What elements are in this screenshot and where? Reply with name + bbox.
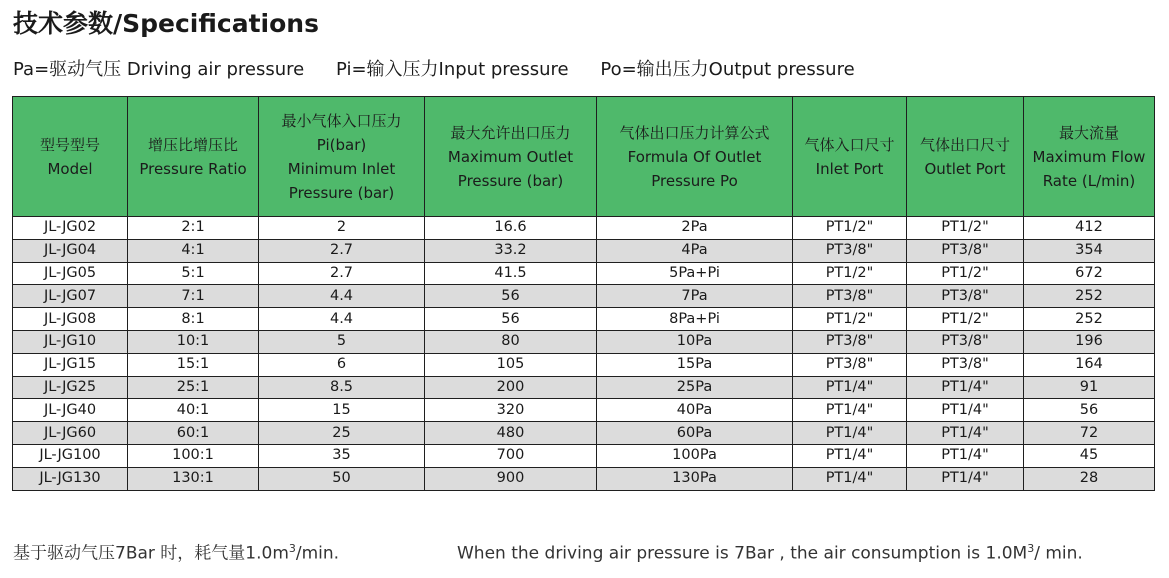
flow-rate-cell: 412 — [1024, 217, 1155, 240]
model-cell: JL-JG40 — [13, 399, 128, 422]
table-body — [13, 217, 1155, 491]
outlet-port-cell: PT1/4" — [907, 376, 1024, 399]
flow-rate-cell: 252 — [1024, 308, 1155, 331]
ratio-cell: 7:1 — [128, 285, 259, 308]
header-line: Model — [47, 159, 93, 178]
header-line: Maximum Outlet — [447, 147, 574, 166]
min-inlet-cell: 4.4 — [259, 308, 425, 331]
formula-cell: 2Pa — [597, 217, 793, 240]
header-line: 气体入口尺寸 — [804, 135, 895, 154]
inlet-port-cell: PT1/2" — [793, 262, 907, 285]
formula-cell: 4Pa — [597, 239, 793, 262]
min-inlet-cell: 50 — [259, 467, 425, 490]
max-outlet-cell: 56 — [425, 285, 597, 308]
formula-cell: 100Pa — [597, 444, 793, 467]
legend-pa: Pa=驱动气压 Driving air pressure — [13, 59, 305, 80]
flow-rate-cell: 45 — [1024, 444, 1155, 467]
ratio-cell: 10:1 — [128, 330, 259, 353]
inlet-port-cell: PT1/4" — [793, 467, 907, 490]
table-row — [13, 217, 1155, 240]
header-line: 最大允许出口压力 — [450, 123, 571, 142]
specifications-table — [12, 96, 1155, 491]
header-line: Pressure (bar) — [457, 171, 564, 190]
inlet-port-cell: PT1/4" — [793, 376, 907, 399]
model-cell: JL-JG07 — [13, 285, 128, 308]
footer-note-chinese — [13, 536, 339, 567]
min-inlet-cell: 5 — [259, 330, 425, 353]
outlet-port-cell: PT3/8" — [907, 239, 1024, 262]
legend-pi: Pi=输入压力Input pressure — [336, 59, 569, 80]
header-line: 型号型号 — [39, 135, 100, 154]
table-row — [13, 399, 1155, 422]
inlet-port-cell: PT3/8" — [793, 353, 907, 376]
model-cell: JL-JG100 — [13, 444, 128, 467]
max-outlet-cell: 480 — [425, 422, 597, 445]
min-inlet-cell: 6 — [259, 353, 425, 376]
inlet-port-cell: PT3/8" — [793, 330, 907, 353]
table-row — [13, 285, 1155, 308]
inlet-port-cell: PT3/8" — [793, 239, 907, 262]
header-line: 最小气体入口压力 — [281, 111, 402, 130]
header-model — [13, 97, 128, 217]
header-min-inlet-pressure — [259, 97, 425, 217]
formula-cell: 8Pa+Pi — [597, 308, 793, 331]
model-cell: JL-JG130 — [13, 467, 128, 490]
header-line: Formula Of Outlet — [627, 147, 762, 166]
table-row — [13, 422, 1155, 445]
header-line: Pressure Po — [651, 171, 738, 190]
header-line: Rate (L/min) — [1042, 171, 1136, 190]
header-line: 最大流量 — [1058, 123, 1119, 142]
outlet-port-cell: PT1/2" — [907, 308, 1024, 331]
outlet-port-cell: PT3/8" — [907, 353, 1024, 376]
flow-rate-cell: 56 — [1024, 399, 1155, 422]
model-cell: JL-JG08 — [13, 308, 128, 331]
ratio-cell: 130:1 — [128, 467, 259, 490]
footer-en-unit: / min. — [1034, 543, 1083, 564]
formula-cell: 40Pa — [597, 399, 793, 422]
flow-rate-cell: 28 — [1024, 467, 1155, 490]
min-inlet-cell: 2.7 — [259, 239, 425, 262]
flow-rate-cell: 196 — [1024, 330, 1155, 353]
max-outlet-cell: 33.2 — [425, 239, 597, 262]
footer-note-english — [457, 536, 1083, 567]
ratio-cell: 4:1 — [128, 239, 259, 262]
table-row — [13, 330, 1155, 353]
formula-cell: 130Pa — [597, 467, 793, 490]
flow-rate-cell: 91 — [1024, 376, 1155, 399]
ratio-cell: 5:1 — [128, 262, 259, 285]
header-max-outlet-pressure — [425, 97, 597, 217]
header-pressure-ratio — [128, 97, 259, 217]
ratio-cell: 60:1 — [128, 422, 259, 445]
max-outlet-cell: 80 — [425, 330, 597, 353]
footer-en-superscript: 3 — [1027, 542, 1035, 555]
header-line: Pi(bar) — [316, 135, 367, 154]
max-outlet-cell: 41.5 — [425, 262, 597, 285]
min-inlet-cell: 2.7 — [259, 262, 425, 285]
flow-rate-cell: 672 — [1024, 262, 1155, 285]
min-inlet-cell: 2 — [259, 217, 425, 240]
footer-cn-superscript: 3 — [288, 542, 296, 555]
formula-cell: 7Pa — [597, 285, 793, 308]
outlet-port-cell: PT1/4" — [907, 444, 1024, 467]
header-line: Inlet Port — [815, 159, 884, 178]
header-inlet-port — [793, 97, 907, 217]
table-row — [13, 353, 1155, 376]
formula-cell: 15Pa — [597, 353, 793, 376]
max-outlet-cell: 105 — [425, 353, 597, 376]
max-outlet-cell: 200 — [425, 376, 597, 399]
ratio-cell: 40:1 — [128, 399, 259, 422]
inlet-port-cell: PT1/4" — [793, 422, 907, 445]
header-max-flow-rate — [1024, 97, 1155, 217]
ratio-cell: 8:1 — [128, 308, 259, 331]
max-outlet-cell: 900 — [425, 467, 597, 490]
header-line: 气体出口尺寸 — [919, 135, 1010, 154]
header-line: Minimum Inlet — [287, 159, 396, 178]
outlet-port-cell: PT1/4" — [907, 399, 1024, 422]
model-cell: JL-JG15 — [13, 353, 128, 376]
header-outlet-port — [907, 97, 1024, 217]
max-outlet-cell: 56 — [425, 308, 597, 331]
model-cell: JL-JG10 — [13, 330, 128, 353]
legend-po: Po=输出压力Output pressure — [600, 59, 855, 80]
inlet-port-cell: PT1/2" — [793, 217, 907, 240]
flow-rate-cell: 354 — [1024, 239, 1155, 262]
ratio-cell: 25:1 — [128, 376, 259, 399]
formula-cell: 5Pa+Pi — [597, 262, 793, 285]
header-line: Outlet Port — [924, 159, 1006, 178]
header-line: 气体出口压力计算公式 — [619, 123, 770, 142]
page-title: 技术参数/Specifications — [13, 9, 319, 38]
outlet-port-cell: PT1/4" — [907, 422, 1024, 445]
model-cell: JL-JG05 — [13, 262, 128, 285]
min-inlet-cell: 35 — [259, 444, 425, 467]
formula-cell: 25Pa — [597, 376, 793, 399]
min-inlet-cell: 8.5 — [259, 376, 425, 399]
min-inlet-cell: 15 — [259, 399, 425, 422]
table-row — [13, 262, 1155, 285]
inlet-port-cell: PT3/8" — [793, 285, 907, 308]
inlet-port-cell: PT1/4" — [793, 444, 907, 467]
model-cell: JL-JG25 — [13, 376, 128, 399]
model-cell: JL-JG60 — [13, 422, 128, 445]
inlet-port-cell: PT1/2" — [793, 308, 907, 331]
footer-en-text: When the driving air pressure is 7Bar , the air consumption is 1.0M — [457, 543, 1028, 564]
outlet-port-cell: PT1/4" — [907, 467, 1024, 490]
flow-rate-cell: 164 — [1024, 353, 1155, 376]
header-outlet-formula — [597, 97, 793, 217]
ratio-cell: 2:1 — [128, 217, 259, 240]
header-line: 增压比增压比 — [147, 135, 238, 154]
max-outlet-cell: 320 — [425, 399, 597, 422]
outlet-port-cell: PT1/2" — [907, 262, 1024, 285]
header-line: Pressure (bar) — [288, 183, 395, 202]
table-row — [13, 308, 1155, 331]
ratio-cell: 15:1 — [128, 353, 259, 376]
max-outlet-cell: 16.6 — [425, 217, 597, 240]
formula-cell: 10Pa — [597, 330, 793, 353]
table-row — [13, 376, 1155, 399]
table-header-row — [13, 97, 1155, 217]
header-line: Maximum Flow — [1032, 147, 1146, 166]
ratio-cell: 100:1 — [128, 444, 259, 467]
model-cell: JL-JG02 — [13, 217, 128, 240]
flow-rate-cell: 72 — [1024, 422, 1155, 445]
inlet-port-cell: PT1/4" — [793, 399, 907, 422]
outlet-port-cell: PT3/8" — [907, 285, 1024, 308]
min-inlet-cell: 25 — [259, 422, 425, 445]
flow-rate-cell: 252 — [1024, 285, 1155, 308]
model-cell: JL-JG04 — [13, 239, 128, 262]
header-line: Pressure Ratio — [139, 159, 247, 178]
table-row — [13, 444, 1155, 467]
max-outlet-cell: 700 — [425, 444, 597, 467]
abbreviation-legend — [13, 56, 855, 84]
formula-cell: 60Pa — [597, 422, 793, 445]
min-inlet-cell: 4.4 — [259, 285, 425, 308]
outlet-port-cell: PT1/2" — [907, 217, 1024, 240]
footer-cn-unit: /min. — [295, 543, 340, 564]
footer-cn-text: 基于驱动气压7Bar 时，耗气量1.0m — [13, 543, 289, 564]
table-row — [13, 467, 1155, 490]
table-row — [13, 239, 1155, 262]
outlet-port-cell: PT3/8" — [907, 330, 1024, 353]
